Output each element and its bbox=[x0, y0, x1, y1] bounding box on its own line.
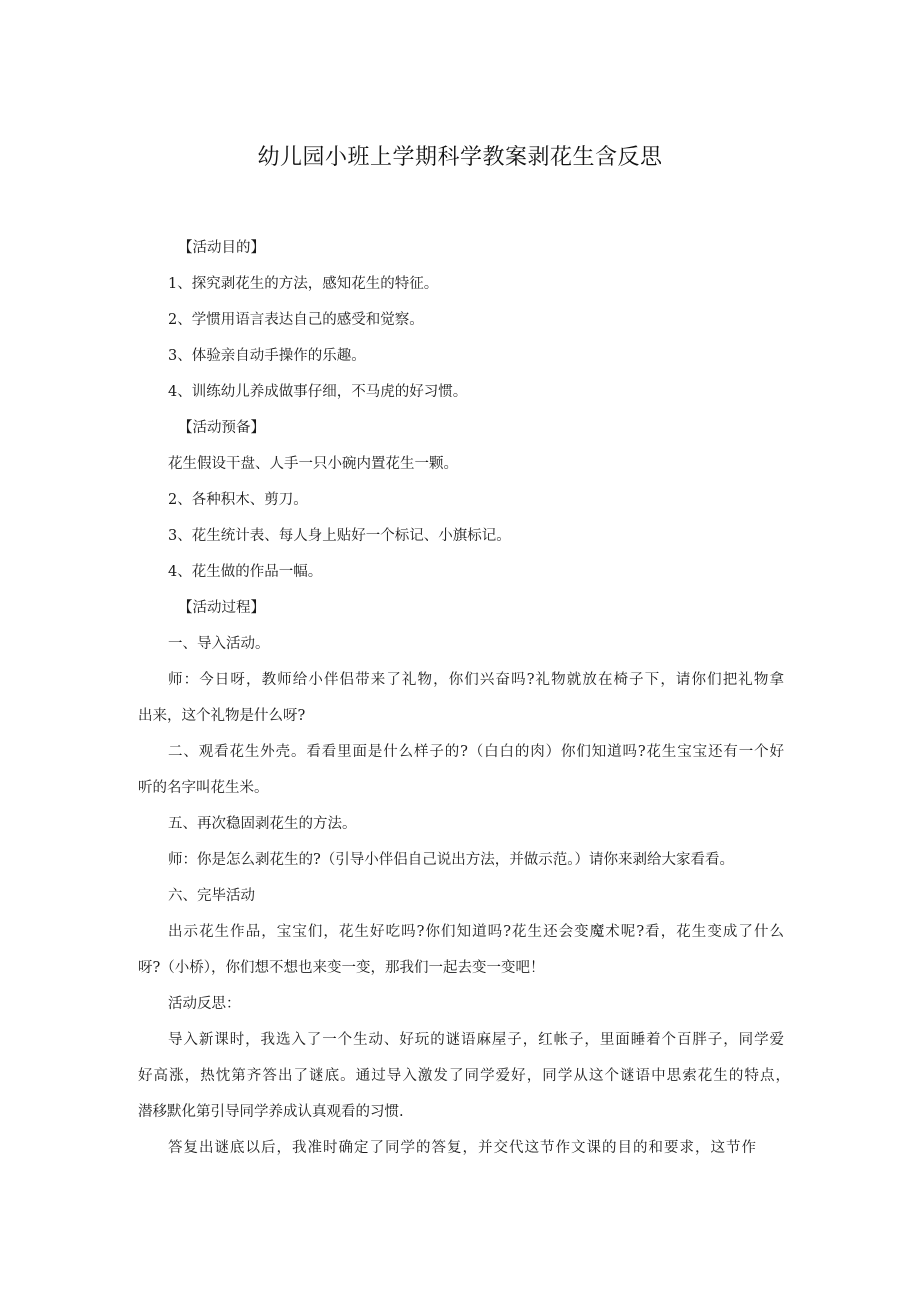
prep-3: 3、花生统计表、每人身上贴好一个标记、小旗标记。 bbox=[168, 528, 511, 544]
goal-2: 2、学惯用语言表达自己的感受和觉察。 bbox=[168, 312, 424, 328]
paragraph-line: 呀?（小桥），你们想不想也来变一变，那我们一起去变一变吧！ bbox=[138, 960, 545, 976]
paragraph-line: 二、观看花生外壳。看看里面是什么样子的?（白白的肉）你们知道吗?花生宝宝还有一个好 bbox=[168, 744, 784, 760]
process-step-6: 六、完毕活动 bbox=[168, 888, 255, 904]
prep-4: 4、花生做的作品一幅。 bbox=[168, 564, 323, 580]
section-heading-process: 【活动过程】 bbox=[178, 600, 265, 616]
goal-4: 4、训练幼儿养成做事仔细，不马虎的好习惯。 bbox=[168, 384, 468, 400]
section-heading-goals: 【活动目的】 bbox=[178, 240, 265, 256]
paragraph-line: 好高涨，热忱第齐答出了谜底。通过导入激发了同学爱好，同学从这个谜语中思索花生的特点， bbox=[138, 1068, 790, 1084]
paragraph-line: 出来，这个礼物是什么呀? bbox=[138, 708, 306, 724]
paragraph-line: 潜移默化第引导同学养成认真观看的习惯. bbox=[138, 1104, 404, 1120]
paragraph-line: 师：今日呀，教师给小伴侣带来了礼物，你们兴奋吗?礼物就放在椅子下，请你们把礼物拿 bbox=[168, 672, 784, 688]
section-heading-preparation: 【活动预备】 bbox=[178, 420, 265, 436]
paragraph-line: 听的名字叫花生米。 bbox=[138, 780, 269, 796]
process-step-5: 五、再次稳固剥花生的方法。 bbox=[168, 816, 357, 832]
prep-2: 2、各种积木、剪刀。 bbox=[168, 492, 308, 508]
prep-1: 花生假设干盘、人手一只小碗内置花生一颗。 bbox=[168, 456, 458, 472]
paragraph-line: 导入新课时，我选入了一个生动、好玩的谜语麻屋子，红帐子，里面睡着个百胖子，同学爱 bbox=[168, 1032, 784, 1048]
section-heading-reflection: 活动反思： bbox=[168, 996, 241, 1012]
process-step-1: 一、导入活动。 bbox=[168, 636, 270, 652]
goal-3: 3、体验亲自动手操作的乐趣。 bbox=[168, 348, 366, 364]
paragraph-line: 出示花生作品，宝宝们，花生好吃吗?你们知道吗?花生还会变魔术呢?看，花生变成了什么 bbox=[168, 924, 784, 940]
goal-1: 1、探究剥花生的方法，感知花生的特征。 bbox=[168, 276, 439, 292]
paragraph-line: 答复出谜底以后，我准时确定了同学的答复，并交代这节作文课的目的和要求，这节作 bbox=[168, 1140, 756, 1156]
paragraph-line: 师：你是怎么剥花生的?（引导小伴侣自己说出方法，并做示范。）请你来剥给大家看看。 bbox=[168, 852, 735, 868]
document-title: 幼儿园小班上学期科学教案剥花生含反思 bbox=[257, 145, 663, 170]
